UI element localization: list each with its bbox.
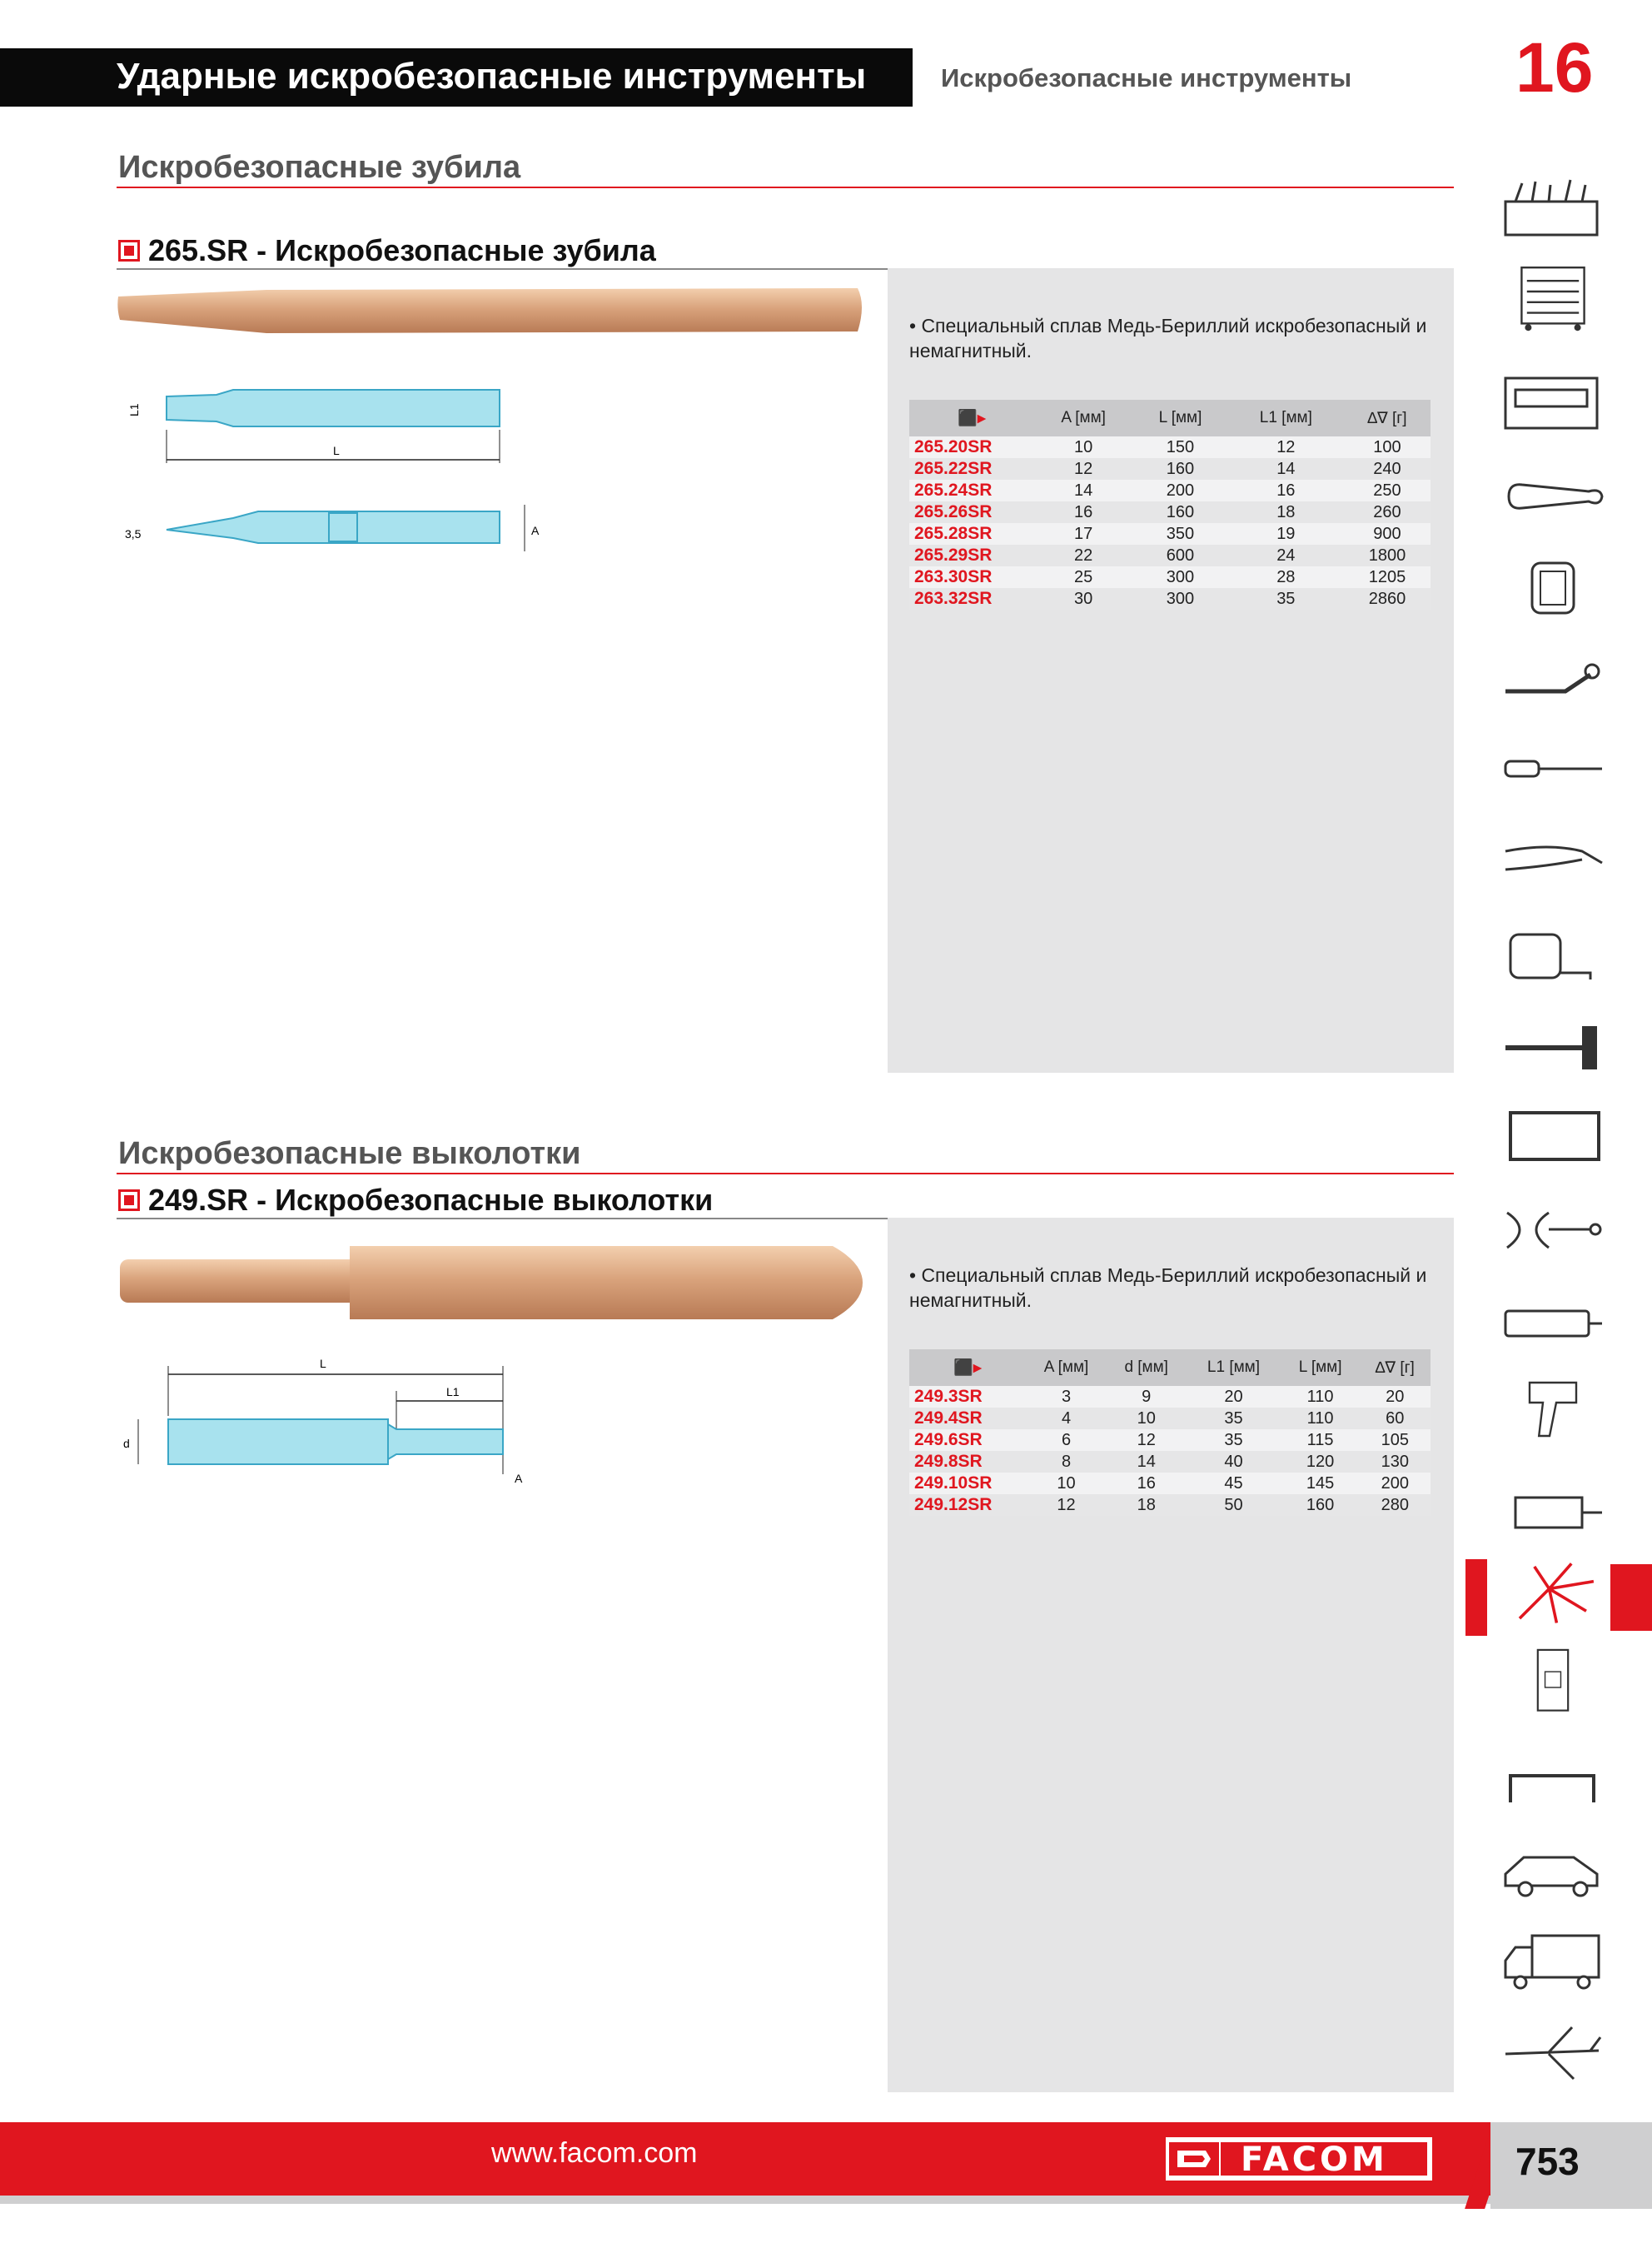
facom-ref-icon: ⬛▸ bbox=[958, 410, 986, 427]
dim-L-label: L bbox=[333, 444, 340, 457]
table-row: 249.6SR 6 12 35 115 105 bbox=[909, 1429, 1431, 1451]
chapter-marker-left bbox=[1465, 1559, 1487, 1636]
product-title-249sr: 249.SR - Искробезопасные выколотки bbox=[148, 1183, 714, 1217]
chisel-photo bbox=[117, 280, 866, 346]
puller-icon[interactable] bbox=[1499, 1196, 1607, 1263]
table-header: L [мм] bbox=[1132, 400, 1227, 436]
screwdriver-icon[interactable] bbox=[1499, 736, 1607, 803]
table-header: L1 [мм] bbox=[1186, 1349, 1281, 1386]
product-title-265sr: 265.SR - Искробезопасные зубила bbox=[148, 233, 656, 267]
section-heading-chisels: Искробезопасные зубила bbox=[118, 150, 521, 185]
section-heading-punches: Искробезопасные выколотки bbox=[118, 1136, 581, 1171]
page-subtitle: Искробезопасные инструменты bbox=[941, 63, 1352, 92]
chisel-drawing bbox=[117, 380, 550, 580]
pliers-icon[interactable] bbox=[1499, 826, 1607, 893]
brand-name: FACOM bbox=[1241, 2141, 1388, 2179]
page-number: 753 bbox=[1515, 2140, 1580, 2183]
punch-photo bbox=[117, 1238, 866, 1329]
punch-drawing bbox=[117, 1349, 550, 1499]
handle-icon[interactable] bbox=[1499, 1752, 1607, 1819]
footer-strip bbox=[0, 2196, 1652, 2204]
airplane-icon[interactable] bbox=[1499, 2021, 1607, 2087]
table-row: 249.4SR 4 10 35 110 60 bbox=[909, 1408, 1431, 1429]
drawer-icon[interactable] bbox=[1499, 371, 1607, 438]
table-row: 265.26SR 16 160 18 260 bbox=[909, 501, 1431, 523]
breaker-icon[interactable] bbox=[1499, 1647, 1607, 1714]
table-header-weight: ∆∇ [г] bbox=[1344, 400, 1431, 436]
impact-wrench-icon[interactable] bbox=[1499, 1376, 1607, 1443]
dim-tip-label: 3,5 bbox=[125, 527, 142, 541]
table-row: 249.12SR 12 18 50 160 280 bbox=[909, 1494, 1431, 1516]
table-header: L [мм] bbox=[1281, 1349, 1360, 1386]
section-rule bbox=[117, 1173, 1454, 1174]
wrench-icon[interactable] bbox=[1499, 463, 1607, 530]
feature-bullet: • Специальный сплав Медь-Бериллий искробезопасный и немагнитный. bbox=[909, 315, 1427, 361]
table-row: 249.10SR 10 16 45 145 200 bbox=[909, 1473, 1431, 1494]
facom-logo bbox=[1166, 2137, 1432, 2181]
tester-icon[interactable] bbox=[1499, 1291, 1607, 1358]
feature-bullet: • Специальный сплав Медь-Бериллий искробезопасный и немагнитный. bbox=[909, 1264, 1427, 1311]
product-marker-icon bbox=[118, 1189, 140, 1211]
table-row: 249.8SR 8 14 40 120 130 bbox=[909, 1451, 1431, 1473]
weight-icon: ∆∇ bbox=[1367, 409, 1388, 427]
truck-icon[interactable] bbox=[1499, 1931, 1607, 1997]
hammer-icon[interactable] bbox=[1499, 1014, 1607, 1081]
weight-icon: ∆∇ bbox=[1375, 1358, 1396, 1377]
table-row: 265.20SR 10 150 12 100 bbox=[909, 436, 1431, 458]
table-row: 263.32SR 30 300 35 2860 bbox=[909, 588, 1431, 610]
ratchet-icon[interactable] bbox=[1499, 653, 1607, 720]
spec-panel-chisels bbox=[888, 268, 1454, 1073]
tool-box-icon[interactable] bbox=[1499, 177, 1607, 243]
dim-L-label: L bbox=[320, 1357, 326, 1370]
table-header-weight: ∆∇ [г] bbox=[1360, 1349, 1431, 1386]
table-header-ref bbox=[909, 400, 1034, 436]
table-header: L1 [мм] bbox=[1228, 400, 1344, 436]
car-icon[interactable] bbox=[1499, 1841, 1607, 1907]
chapter-number: 16 bbox=[1515, 28, 1594, 107]
spec-table-punches bbox=[909, 1349, 1431, 1516]
table-header-ref bbox=[909, 1349, 1026, 1386]
table-header: d [мм] bbox=[1107, 1349, 1186, 1386]
tape-measure-icon[interactable] bbox=[1499, 923, 1607, 989]
dim-A-label: A bbox=[531, 524, 540, 537]
table-row: 249.3SR 3 9 20 110 20 bbox=[909, 1386, 1431, 1408]
hacksaw-icon[interactable] bbox=[1499, 1104, 1607, 1171]
dim-L1-label: L1 bbox=[127, 403, 141, 416]
socket-icon[interactable] bbox=[1499, 555, 1607, 621]
table-header: A [мм] bbox=[1034, 400, 1132, 436]
facom-ref-icon: ⬛▸ bbox=[953, 1359, 982, 1377]
table-row: 265.29SR 22 600 24 1800 bbox=[909, 545, 1431, 566]
dim-A-label: A bbox=[515, 1472, 523, 1485]
dim-d-label: d bbox=[123, 1437, 130, 1450]
chapter-tab[interactable] bbox=[1610, 1564, 1652, 1631]
table-row: 265.28SR 17 350 19 900 bbox=[909, 523, 1431, 545]
product-marker-icon bbox=[118, 240, 140, 262]
tool-cabinet-icon[interactable] bbox=[1499, 265, 1607, 331]
vise-icon[interactable] bbox=[1499, 1473, 1607, 1539]
dim-L1-label: L1 bbox=[446, 1385, 460, 1398]
spec-table-chisels bbox=[909, 400, 1431, 610]
section-rule bbox=[117, 187, 1454, 188]
table-header: A [мм] bbox=[1026, 1349, 1107, 1386]
page-title: Ударные искробезопасные инструменты bbox=[117, 56, 867, 97]
table-row: 265.24SR 14 200 16 250 bbox=[909, 480, 1431, 501]
footer-url-link[interactable]: www.facom.com bbox=[491, 2137, 698, 2169]
spark-icon[interactable] bbox=[1499, 1559, 1607, 1626]
table-row: 263.30SR 25 300 28 1205 bbox=[909, 566, 1431, 588]
table-row: 265.22SR 12 160 14 240 bbox=[909, 458, 1431, 480]
